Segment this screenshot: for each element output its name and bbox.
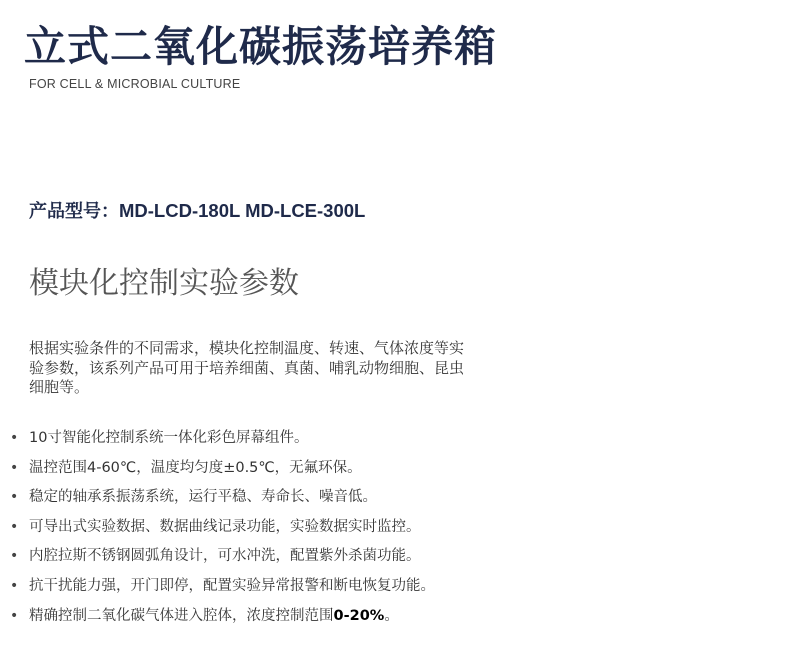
feature-text: 抗干扰能力强，开门即停，配置实验异常报警和断电恢复功能。	[29, 577, 435, 594]
feature-text: 温控范围4-60℃，温度均匀度±0.5℃，无氟环保。	[29, 459, 362, 476]
bullet-icon: •	[10, 459, 19, 476]
bullet-icon: •	[10, 489, 19, 506]
feature-item	[10, 487, 435, 517]
bullet-icon: •	[10, 577, 19, 594]
feature-item	[10, 546, 435, 576]
product-model	[29, 197, 365, 223]
feature-item	[10, 517, 435, 547]
feature-text: 10寸智能化控制系统一体化彩色屏幕组件。	[29, 430, 309, 446]
product-model-label: 产品型号：	[29, 201, 119, 222]
intro-line: 根据实验条件的不同需求，模块化控制温度、转速、气体浓度等实	[29, 339, 465, 357]
intro-line: 验参数，该系列产品可用于培养细菌、真菌、哺乳动物细胞、昆虫	[29, 358, 465, 377]
feature-text: 可导出式实验数据、数据曲线记录功能，实验数据实时监控。	[29, 518, 421, 535]
feature-text: 内腔拉斯不锈钢圆弧角设计，可水冲洗，配置紫外杀菌功能。	[29, 548, 421, 565]
bullet-icon: •	[10, 607, 19, 624]
bullet-icon: •	[10, 548, 19, 565]
intro-paragraph	[29, 339, 529, 398]
intro-line: 细胞等。	[29, 378, 90, 396]
bullet-icon: •	[10, 518, 19, 535]
feature-item	[10, 428, 435, 458]
section-heading: 模块化控制实验参数	[29, 266, 299, 301]
page-subtitle: FOR CELL & MICROBIAL CULTURE	[29, 77, 241, 91]
feature-text: 稳定的轴承系振荡系统，运行平稳、寿命长、噪音低。	[29, 489, 377, 506]
page-title: 立式二氧化碳振荡培养箱	[24, 22, 498, 71]
feature-suffix: 。	[384, 607, 399, 624]
feature-item	[10, 576, 435, 606]
bullet-icon: •	[10, 430, 19, 446]
feature-list	[10, 428, 435, 635]
feature-item	[10, 606, 435, 636]
feature-text: 精确控制二氧化碳气体进入腔体，浓度控制范围	[29, 607, 334, 624]
feature-emphasis: 0-20%	[333, 607, 385, 624]
product-model-value: MD-LCD-180L MD-LCE-300L	[119, 200, 366, 221]
feature-item	[10, 458, 435, 488]
